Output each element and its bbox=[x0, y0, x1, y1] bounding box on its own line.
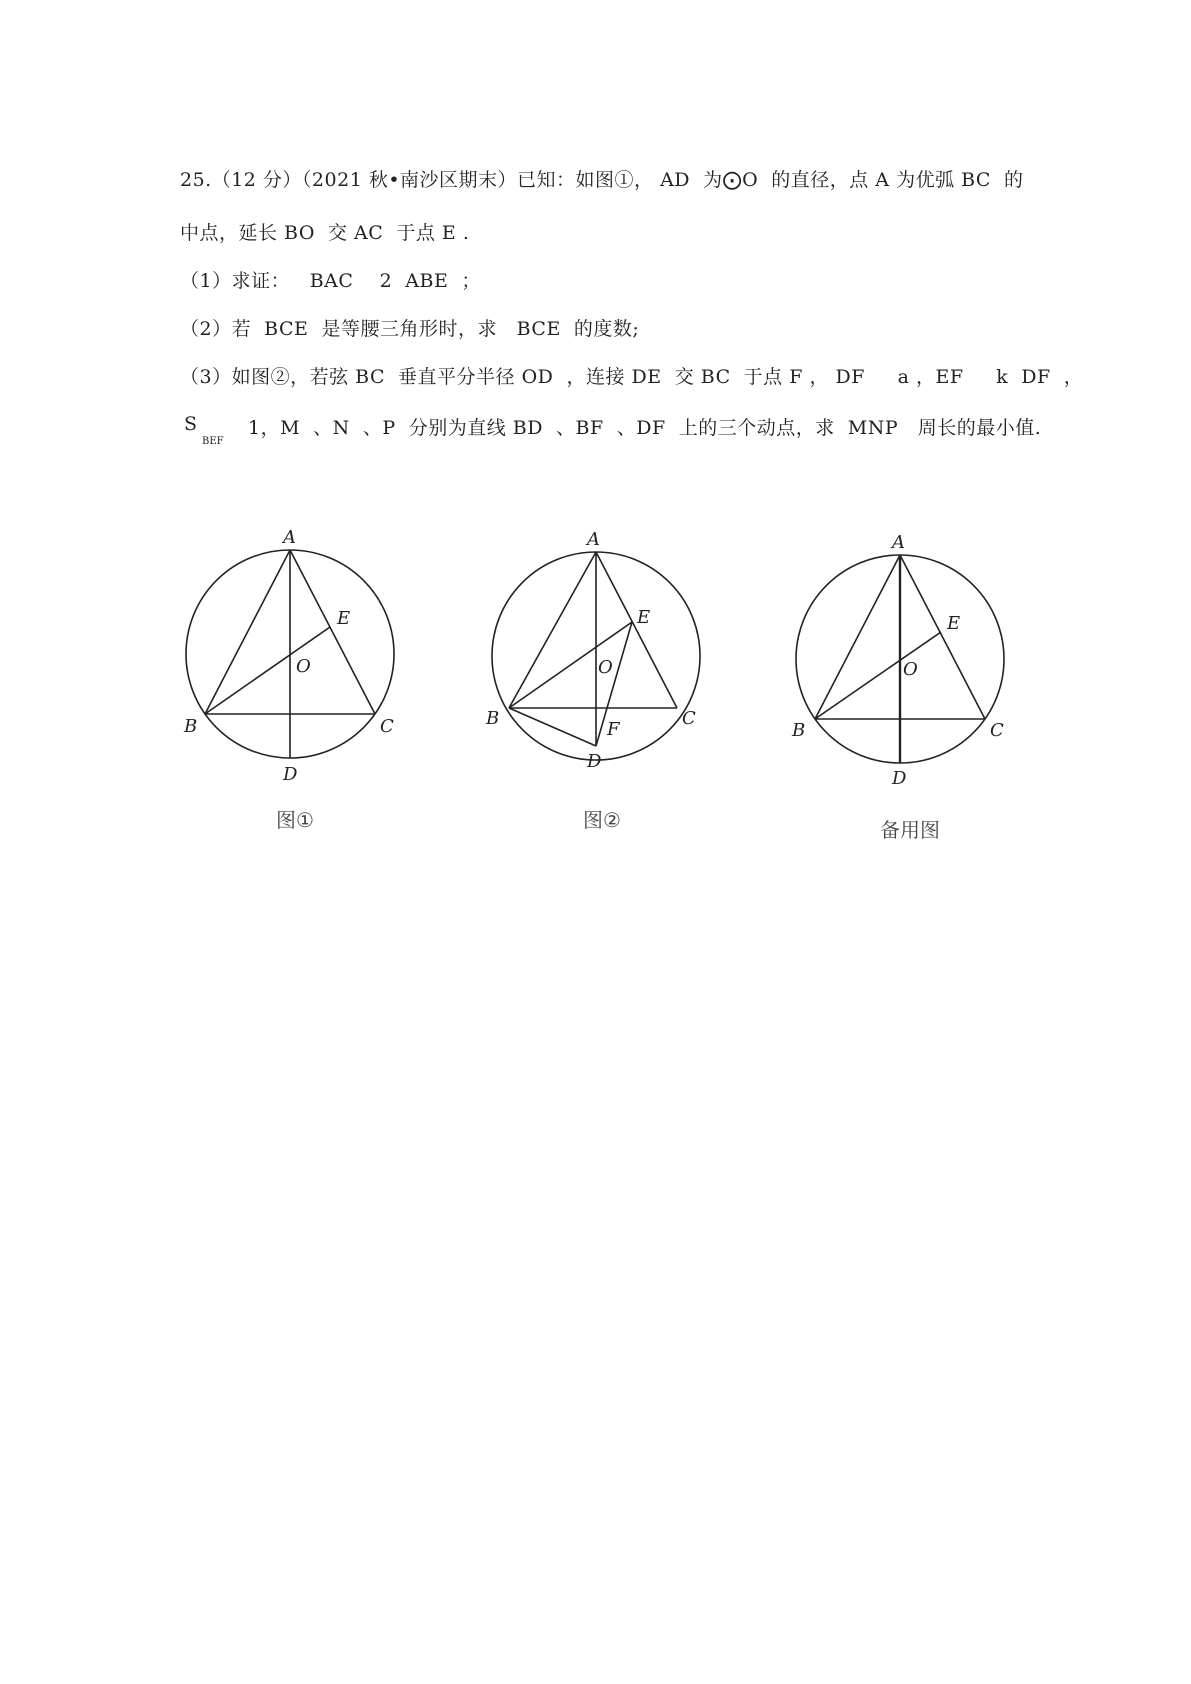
figure-3-label-e: E bbox=[947, 613, 961, 634]
figure-3-segment-ab bbox=[815, 555, 900, 719]
figure-3-label-c: C bbox=[990, 720, 1004, 741]
problem-part-2: （2）若 BCE 是等腰三角形时，求 BCE 的度数; bbox=[180, 318, 640, 340]
problem-part-3-continued: 1，M 、N 、P 分别为直线 BD 、BF 、DF 上的三个动点，求 MNP 周长的最小值. bbox=[248, 417, 1042, 439]
problem-line-2: 中点，延长 BO 交 AC 于点 E . bbox=[180, 222, 470, 244]
figure-3-caption: 备用图 bbox=[880, 818, 940, 842]
figure-3-label-a: A bbox=[892, 532, 905, 553]
figure-1-segment-be bbox=[205, 627, 330, 714]
problem-header-line: 25.（12 分）（2021 秋•南沙区期末）已知：如图①， AD 为⨀O 的直径，点 A 为优弧 BC 的 bbox=[180, 169, 1024, 191]
figure-3 bbox=[780, 510, 1040, 790]
figure-2-label-a: A bbox=[587, 529, 600, 550]
area-subscript-bef: BEF bbox=[202, 436, 224, 447]
problem-part-1: （1）求证： BAC 2 ABE ； bbox=[180, 270, 481, 292]
figure-1-diagram bbox=[170, 510, 430, 790]
figure-3-label-d: D bbox=[892, 768, 907, 789]
figure-1-segment-ab bbox=[205, 550, 290, 714]
figure-3-segment-ac bbox=[900, 555, 985, 719]
figure-1-label-c: C bbox=[380, 716, 394, 737]
figure-1-label-d: D bbox=[283, 764, 298, 785]
figure-2-label-f: F bbox=[607, 719, 620, 740]
figure-1-segment-ac bbox=[290, 550, 375, 714]
figure-2-label-c: C bbox=[682, 708, 696, 729]
figure-2-segment-be bbox=[509, 622, 632, 708]
figure-2 bbox=[478, 510, 738, 790]
figure-2-label-d: D bbox=[587, 751, 602, 772]
problem-part-3: （3）如图②，若弦 BC 垂直平分半径 OD ，连接 DE 交 BC 于点 F ， DF a ，EF k DF ， bbox=[180, 366, 1084, 388]
figure-2-label-b: B bbox=[486, 708, 500, 729]
figure-2-segment-ac bbox=[596, 552, 677, 708]
figure-1-label-o: O bbox=[296, 656, 311, 677]
figure-3-label-b: B bbox=[792, 720, 806, 741]
figure-3-label-o: O bbox=[903, 659, 918, 680]
figure-2-label-e: E bbox=[637, 607, 651, 628]
figure-2-segment-bd bbox=[509, 708, 596, 746]
figure-1-caption: 图① bbox=[276, 808, 314, 832]
figure-2-caption: 图② bbox=[583, 808, 621, 832]
figure-2-label-o: O bbox=[598, 657, 613, 678]
area-symbol-s: S bbox=[184, 413, 198, 435]
figure-1-label-e: E bbox=[337, 608, 351, 629]
figure-3-segment-be bbox=[815, 632, 941, 719]
figure-1-label-b: B bbox=[184, 716, 198, 737]
figure-2-segment-ab bbox=[509, 552, 596, 708]
figure-3-diagram bbox=[780, 510, 1040, 790]
figure-1-label-a: A bbox=[283, 527, 296, 548]
figure-2-diagram bbox=[478, 510, 738, 790]
figure-1 bbox=[170, 510, 430, 790]
